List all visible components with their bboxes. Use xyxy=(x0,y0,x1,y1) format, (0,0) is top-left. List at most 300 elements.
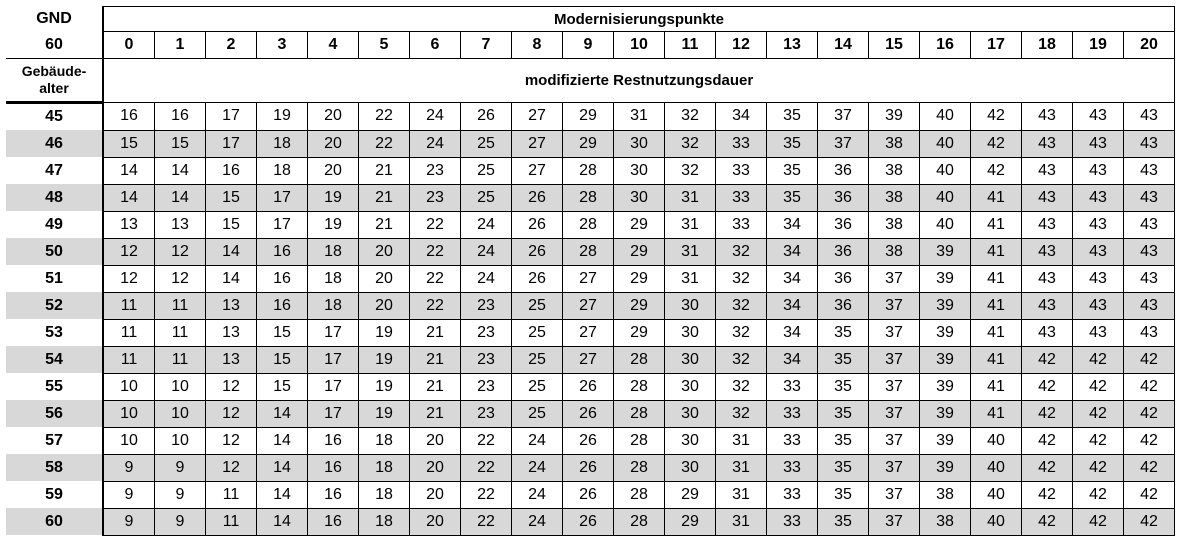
value-cell: 41 xyxy=(971,319,1022,346)
value-cell: 9 xyxy=(103,454,155,481)
value-cell: 43 xyxy=(1124,319,1175,346)
value-cell: 20 xyxy=(410,481,461,508)
value-cell: 10 xyxy=(103,373,155,400)
value-cell: 23 xyxy=(410,157,461,184)
points-header-cell: 3 xyxy=(257,32,308,59)
value-cell: 10 xyxy=(155,373,206,400)
value-cell: 42 xyxy=(1073,454,1124,481)
points-header-cell: 8 xyxy=(512,32,563,59)
value-cell: 43 xyxy=(1073,319,1124,346)
value-cell: 41 xyxy=(971,373,1022,400)
value-cell: 30 xyxy=(665,400,716,427)
value-cell: 37 xyxy=(869,346,920,373)
value-cell: 42 xyxy=(1022,346,1073,373)
value-cell: 34 xyxy=(767,292,818,319)
value-cell: 26 xyxy=(512,238,563,265)
value-cell: 29 xyxy=(614,238,665,265)
value-cell: 21 xyxy=(359,157,410,184)
value-cell: 34 xyxy=(767,211,818,238)
value-cell: 18 xyxy=(308,265,359,292)
value-cell: 29 xyxy=(665,481,716,508)
value-cell: 32 xyxy=(716,346,767,373)
table-subtitle: modifizierte Restnutzungsdauer xyxy=(103,59,1175,103)
header-row-subtitle xyxy=(6,59,1175,103)
points-header-cell: 15 xyxy=(869,32,920,59)
value-cell: 23 xyxy=(410,184,461,211)
value-cell: 43 xyxy=(1124,238,1175,265)
value-cell: 23 xyxy=(461,346,512,373)
points-header-cell: 18 xyxy=(1022,32,1073,59)
value-cell: 28 xyxy=(614,508,665,535)
value-cell: 24 xyxy=(512,454,563,481)
value-cell: 30 xyxy=(614,130,665,157)
age-cell: 57 xyxy=(6,427,103,454)
value-cell: 27 xyxy=(512,157,563,184)
value-cell: 9 xyxy=(155,481,206,508)
table-row xyxy=(6,454,1175,481)
value-cell: 28 xyxy=(563,157,614,184)
points-header-cell: 4 xyxy=(308,32,359,59)
value-cell: 43 xyxy=(1073,265,1124,292)
age-cell: 50 xyxy=(6,238,103,265)
value-cell: 42 xyxy=(1073,481,1124,508)
value-cell: 28 xyxy=(563,238,614,265)
value-cell: 28 xyxy=(614,400,665,427)
value-cell: 36 xyxy=(818,157,869,184)
value-cell: 26 xyxy=(563,427,614,454)
value-cell: 13 xyxy=(206,319,257,346)
value-cell: 39 xyxy=(920,454,971,481)
value-cell: 42 xyxy=(1073,373,1124,400)
value-cell: 40 xyxy=(971,427,1022,454)
value-cell: 40 xyxy=(920,130,971,157)
points-header-cell: 7 xyxy=(461,32,512,59)
table-row xyxy=(6,373,1175,400)
value-cell: 36 xyxy=(818,238,869,265)
value-cell: 42 xyxy=(1073,400,1124,427)
value-cell: 31 xyxy=(665,211,716,238)
value-cell: 32 xyxy=(716,373,767,400)
value-cell: 22 xyxy=(359,130,410,157)
corner-gnd-label: GND xyxy=(6,7,103,32)
value-cell: 20 xyxy=(359,292,410,319)
age-cell: 59 xyxy=(6,481,103,508)
value-cell: 14 xyxy=(257,481,308,508)
value-cell: 25 xyxy=(512,373,563,400)
value-cell: 15 xyxy=(206,184,257,211)
value-cell: 16 xyxy=(257,238,308,265)
value-cell: 34 xyxy=(767,265,818,292)
value-cell: 32 xyxy=(665,157,716,184)
value-cell: 43 xyxy=(1022,130,1073,157)
value-cell: 28 xyxy=(563,184,614,211)
value-cell: 21 xyxy=(410,373,461,400)
value-cell: 42 xyxy=(1124,427,1175,454)
value-cell: 41 xyxy=(971,211,1022,238)
value-cell: 31 xyxy=(716,454,767,481)
table-row xyxy=(6,130,1175,157)
value-cell: 17 xyxy=(257,184,308,211)
value-cell: 14 xyxy=(257,400,308,427)
value-cell: 43 xyxy=(1022,211,1073,238)
value-cell: 12 xyxy=(155,265,206,292)
age-cell: 51 xyxy=(6,265,103,292)
value-cell: 10 xyxy=(103,400,155,427)
value-cell: 24 xyxy=(512,427,563,454)
value-cell: 43 xyxy=(1022,319,1073,346)
value-cell: 23 xyxy=(461,292,512,319)
value-cell: 40 xyxy=(920,103,971,131)
value-cell: 35 xyxy=(767,130,818,157)
value-cell: 42 xyxy=(1073,346,1124,373)
value-cell: 17 xyxy=(308,346,359,373)
value-cell: 15 xyxy=(206,211,257,238)
value-cell: 42 xyxy=(1124,373,1175,400)
value-cell: 37 xyxy=(869,454,920,481)
value-cell: 26 xyxy=(512,184,563,211)
value-cell: 27 xyxy=(563,346,614,373)
value-cell: 12 xyxy=(103,238,155,265)
value-cell: 29 xyxy=(614,265,665,292)
points-header-cell: 6 xyxy=(410,32,461,59)
value-cell: 18 xyxy=(308,238,359,265)
value-cell: 33 xyxy=(716,184,767,211)
value-cell: 32 xyxy=(665,103,716,131)
value-cell: 23 xyxy=(461,319,512,346)
value-cell: 9 xyxy=(103,481,155,508)
points-header-cell: 17 xyxy=(971,32,1022,59)
value-cell: 14 xyxy=(257,508,308,535)
value-cell: 36 xyxy=(818,184,869,211)
value-cell: 15 xyxy=(257,319,308,346)
value-cell: 38 xyxy=(869,238,920,265)
value-cell: 23 xyxy=(461,373,512,400)
value-cell: 31 xyxy=(716,427,767,454)
value-cell: 20 xyxy=(359,265,410,292)
value-cell: 29 xyxy=(563,130,614,157)
value-cell: 35 xyxy=(818,427,869,454)
value-cell: 39 xyxy=(920,427,971,454)
value-cell: 40 xyxy=(920,184,971,211)
value-cell: 25 xyxy=(461,184,512,211)
value-cell: 18 xyxy=(308,292,359,319)
value-cell: 24 xyxy=(461,265,512,292)
value-cell: 41 xyxy=(971,400,1022,427)
value-cell: 37 xyxy=(869,319,920,346)
value-cell: 15 xyxy=(257,346,308,373)
value-cell: 27 xyxy=(563,265,614,292)
value-cell: 34 xyxy=(767,319,818,346)
value-cell: 24 xyxy=(410,130,461,157)
value-cell: 33 xyxy=(716,130,767,157)
value-cell: 18 xyxy=(359,427,410,454)
value-cell: 14 xyxy=(103,184,155,211)
value-cell: 35 xyxy=(767,157,818,184)
value-cell: 41 xyxy=(971,238,1022,265)
value-cell: 30 xyxy=(665,454,716,481)
value-cell: 43 xyxy=(1124,184,1175,211)
value-cell: 19 xyxy=(359,373,410,400)
value-cell: 17 xyxy=(308,400,359,427)
table-row xyxy=(6,184,1175,211)
value-cell: 43 xyxy=(1022,238,1073,265)
value-cell: 35 xyxy=(818,373,869,400)
value-cell: 12 xyxy=(206,427,257,454)
value-cell: 16 xyxy=(103,103,155,131)
value-cell: 40 xyxy=(971,481,1022,508)
value-cell: 20 xyxy=(359,238,410,265)
value-cell: 42 xyxy=(1124,454,1175,481)
value-cell: 31 xyxy=(716,481,767,508)
value-cell: 29 xyxy=(614,292,665,319)
value-cell: 22 xyxy=(410,238,461,265)
value-cell: 18 xyxy=(257,157,308,184)
value-cell: 31 xyxy=(614,103,665,131)
value-cell: 35 xyxy=(818,481,869,508)
value-cell: 18 xyxy=(359,508,410,535)
points-header-cell: 0 xyxy=(103,32,155,59)
value-cell: 21 xyxy=(410,346,461,373)
value-cell: 21 xyxy=(359,211,410,238)
value-cell: 11 xyxy=(206,508,257,535)
value-cell: 32 xyxy=(716,238,767,265)
value-cell: 43 xyxy=(1073,184,1124,211)
value-cell: 20 xyxy=(410,454,461,481)
value-cell: 30 xyxy=(665,319,716,346)
value-cell: 34 xyxy=(767,238,818,265)
value-cell: 42 xyxy=(971,103,1022,131)
value-cell: 42 xyxy=(1124,481,1175,508)
value-cell: 37 xyxy=(869,427,920,454)
value-cell: 27 xyxy=(563,292,614,319)
value-cell: 30 xyxy=(614,184,665,211)
value-cell: 26 xyxy=(563,400,614,427)
value-cell: 24 xyxy=(410,103,461,131)
value-cell: 43 xyxy=(1124,103,1175,131)
value-cell: 18 xyxy=(257,130,308,157)
value-cell: 26 xyxy=(563,454,614,481)
points-header-cell: 20 xyxy=(1124,32,1175,59)
value-cell: 38 xyxy=(920,508,971,535)
value-cell: 14 xyxy=(155,157,206,184)
value-cell: 37 xyxy=(869,292,920,319)
value-cell: 16 xyxy=(257,265,308,292)
value-cell: 37 xyxy=(869,373,920,400)
value-cell: 19 xyxy=(257,103,308,131)
value-cell: 43 xyxy=(1073,292,1124,319)
value-cell: 20 xyxy=(410,508,461,535)
value-cell: 26 xyxy=(563,508,614,535)
value-cell: 15 xyxy=(103,130,155,157)
value-cell: 10 xyxy=(103,427,155,454)
value-cell: 24 xyxy=(512,508,563,535)
value-cell: 24 xyxy=(461,211,512,238)
value-cell: 43 xyxy=(1124,157,1175,184)
value-cell: 42 xyxy=(1124,508,1175,535)
value-cell: 9 xyxy=(155,508,206,535)
value-cell: 22 xyxy=(410,211,461,238)
value-cell: 41 xyxy=(971,265,1022,292)
value-cell: 35 xyxy=(818,400,869,427)
value-cell: 16 xyxy=(308,454,359,481)
value-cell: 37 xyxy=(869,481,920,508)
value-cell: 34 xyxy=(767,346,818,373)
value-cell: 10 xyxy=(155,427,206,454)
value-cell: 26 xyxy=(563,373,614,400)
value-cell: 42 xyxy=(1124,346,1175,373)
value-cell: 11 xyxy=(103,292,155,319)
value-cell: 42 xyxy=(971,130,1022,157)
value-cell: 19 xyxy=(359,346,410,373)
value-cell: 43 xyxy=(1022,292,1073,319)
value-cell: 39 xyxy=(920,373,971,400)
value-cell: 29 xyxy=(563,103,614,131)
value-cell: 42 xyxy=(971,157,1022,184)
value-cell: 39 xyxy=(920,292,971,319)
value-cell: 42 xyxy=(1022,427,1073,454)
value-cell: 32 xyxy=(716,265,767,292)
value-cell: 27 xyxy=(512,103,563,131)
value-cell: 43 xyxy=(1022,157,1073,184)
value-cell: 43 xyxy=(1073,238,1124,265)
value-cell: 40 xyxy=(920,157,971,184)
value-cell: 17 xyxy=(257,211,308,238)
value-cell: 39 xyxy=(920,238,971,265)
value-cell: 33 xyxy=(767,454,818,481)
value-cell: 13 xyxy=(206,346,257,373)
points-header-cell: 13 xyxy=(767,32,818,59)
value-cell: 26 xyxy=(512,211,563,238)
value-cell: 32 xyxy=(665,130,716,157)
value-cell: 30 xyxy=(665,346,716,373)
value-cell: 42 xyxy=(1022,400,1073,427)
value-cell: 37 xyxy=(818,130,869,157)
value-cell: 16 xyxy=(308,508,359,535)
value-cell: 39 xyxy=(869,103,920,131)
value-cell: 36 xyxy=(818,265,869,292)
value-cell: 31 xyxy=(665,265,716,292)
corner-age-label: Gebäude- alter xyxy=(6,59,103,103)
age-cell: 55 xyxy=(6,373,103,400)
value-cell: 23 xyxy=(461,400,512,427)
points-header-cell: 2 xyxy=(206,32,257,59)
value-cell: 11 xyxy=(155,319,206,346)
points-header-cell: 1 xyxy=(155,32,206,59)
value-cell: 11 xyxy=(155,346,206,373)
value-cell: 35 xyxy=(818,508,869,535)
value-cell: 42 xyxy=(1073,427,1124,454)
value-cell: 30 xyxy=(665,292,716,319)
value-cell: 41 xyxy=(971,346,1022,373)
value-cell: 42 xyxy=(1073,508,1124,535)
value-cell: 16 xyxy=(308,481,359,508)
value-cell: 43 xyxy=(1073,211,1124,238)
value-cell: 42 xyxy=(1022,508,1073,535)
age-cell: 52 xyxy=(6,292,103,319)
value-cell: 17 xyxy=(206,130,257,157)
value-cell: 30 xyxy=(614,157,665,184)
value-cell: 35 xyxy=(767,184,818,211)
value-cell: 28 xyxy=(614,481,665,508)
value-cell: 12 xyxy=(103,265,155,292)
value-cell: 16 xyxy=(308,427,359,454)
value-cell: 17 xyxy=(206,103,257,131)
value-cell: 43 xyxy=(1022,265,1073,292)
header-row-points xyxy=(6,32,1175,59)
value-cell: 43 xyxy=(1022,103,1073,131)
value-cell: 43 xyxy=(1124,211,1175,238)
value-cell: 33 xyxy=(767,373,818,400)
value-cell: 31 xyxy=(665,238,716,265)
points-header-cell: 11 xyxy=(665,32,716,59)
value-cell: 11 xyxy=(103,346,155,373)
value-cell: 43 xyxy=(1073,130,1124,157)
points-header-cell: 10 xyxy=(614,32,665,59)
value-cell: 14 xyxy=(103,157,155,184)
value-cell: 35 xyxy=(818,319,869,346)
value-cell: 34 xyxy=(716,103,767,131)
value-cell: 32 xyxy=(716,319,767,346)
value-cell: 35 xyxy=(818,454,869,481)
value-cell: 20 xyxy=(308,103,359,131)
value-cell: 36 xyxy=(818,292,869,319)
value-cell: 22 xyxy=(461,508,512,535)
value-cell: 22 xyxy=(461,427,512,454)
value-cell: 39 xyxy=(920,265,971,292)
table-row xyxy=(6,157,1175,184)
value-cell: 43 xyxy=(1073,103,1124,131)
value-cell: 40 xyxy=(971,508,1022,535)
age-cell: 46 xyxy=(6,130,103,157)
value-cell: 33 xyxy=(716,157,767,184)
value-cell: 43 xyxy=(1073,157,1124,184)
age-cell: 45 xyxy=(6,103,103,131)
value-cell: 29 xyxy=(614,211,665,238)
value-cell: 39 xyxy=(920,319,971,346)
value-cell: 30 xyxy=(665,373,716,400)
value-cell: 14 xyxy=(257,427,308,454)
value-cell: 28 xyxy=(614,346,665,373)
table-container xyxy=(6,6,1175,536)
value-cell: 41 xyxy=(971,292,1022,319)
value-cell: 11 xyxy=(206,481,257,508)
value-cell: 39 xyxy=(920,400,971,427)
value-cell: 25 xyxy=(512,346,563,373)
table-row xyxy=(6,508,1175,535)
corner-gnd-value: 60 xyxy=(6,32,103,59)
value-cell: 27 xyxy=(563,319,614,346)
value-cell: 28 xyxy=(614,454,665,481)
value-cell: 17 xyxy=(308,319,359,346)
table-row xyxy=(6,481,1175,508)
value-cell: 9 xyxy=(103,508,155,535)
value-cell: 22 xyxy=(410,265,461,292)
value-cell: 14 xyxy=(206,265,257,292)
value-cell: 26 xyxy=(563,481,614,508)
value-cell: 17 xyxy=(308,373,359,400)
value-cell: 30 xyxy=(665,427,716,454)
value-cell: 33 xyxy=(716,211,767,238)
table-row xyxy=(6,400,1175,427)
value-cell: 40 xyxy=(920,211,971,238)
value-cell: 42 xyxy=(1022,481,1073,508)
value-cell: 41 xyxy=(971,184,1022,211)
value-cell: 22 xyxy=(359,103,410,131)
value-cell: 43 xyxy=(1124,265,1175,292)
value-cell: 37 xyxy=(869,400,920,427)
value-cell: 16 xyxy=(206,157,257,184)
value-cell: 19 xyxy=(308,184,359,211)
